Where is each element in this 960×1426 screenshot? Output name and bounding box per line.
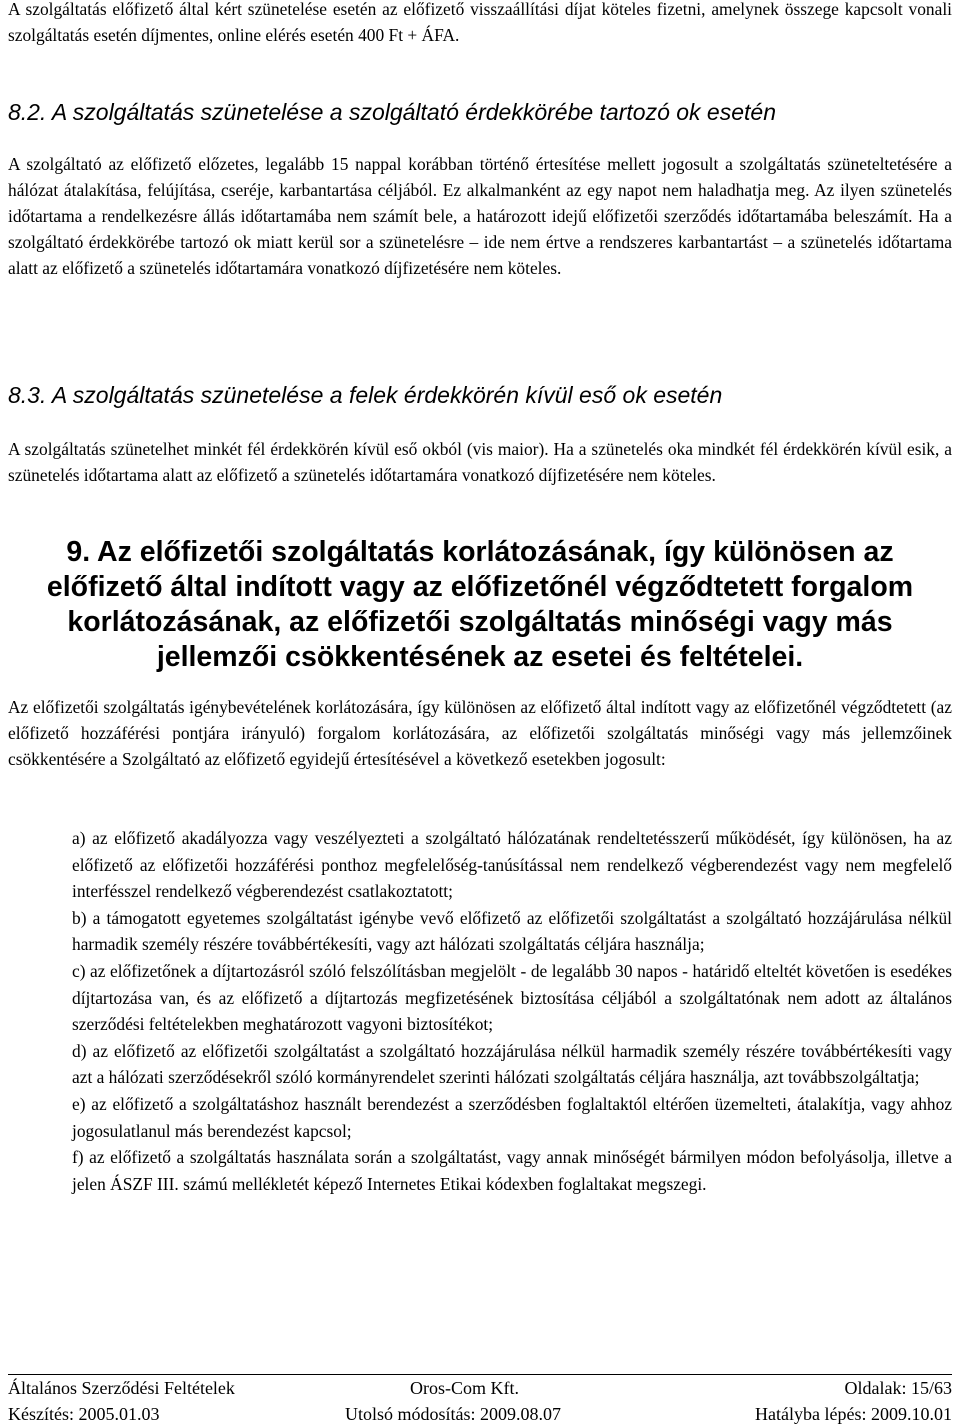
footer-page-count: Oldalak: 15/63 bbox=[844, 1378, 952, 1398]
list-item-a: a) az előfizető akadályozza vagy veszélyezteti a szolgáltató hálózatának rendeltetésszerű működését, így különösen, ha az előfizető az előfizetői hozzáférési ponthoz megfelelőség-tanúsítással nem rendelkező végberendezést vagy nem megfelelő interfésszel rendelkező végberendezést csatlakoztatott; bbox=[72, 828, 952, 902]
list-item-b: b) a támogatott egyetemes szolgáltatást igénybe vevő előfizető az előfizetői szolgáltatást a szolgáltató hozzájárulása nélkül harmadik személy részére továbbértékesíti, vagy azt hálózati szolgáltatás céljára használja; bbox=[72, 907, 952, 955]
intro-paragraph: A szolgáltatás előfizető által kért szünetelése esetén az előfizető visszaállítási díjat köteles fizetni, amelynek összege kapcsolt vonali szolgáltatás esetén díjmentes, online elérés esetén 400 Ft + ÁFA. bbox=[8, 0, 952, 45]
section-8-3-heading: 8.3. A szolgáltatás szünetelése a felek érdekkörén kívül eső ok esetén bbox=[8, 382, 723, 408]
section-8-2-heading: 8.2. A szolgáltatás szünetelése a szolgáltató érdekkörébe tartozó ok esetén bbox=[8, 99, 776, 125]
footer-effective-date: Hatályba lépés: 2009.10.01 bbox=[755, 1404, 952, 1424]
footer-doc-title: Általános Szerződési Feltételek bbox=[8, 1378, 235, 1398]
section-9-heading: 9. Az előfizetői szolgáltatás korlátozásának, így különösen az előfizető által indított vagy az előfizetőnél végződtetett forgalom korlátozásának, az előfizetői szolgáltatás minőségi vagy más jellemzői csökkentésének az esetei és feltételei. bbox=[46, 536, 914, 673]
footer-divider bbox=[8, 1374, 952, 1375]
list-item-c: c) az előfizetőnek a díjtartozásról szóló felszólításban megjelölt - de legalább 30 napos - határidő elteltét követően is esedékes díjtartozása van, és az előfizető a díjtartozás megfizetésének biztosítása céljából a szolgáltatónak nem adott az általános szerződési feltételekben meghatározott vagyoni biztosítékot; bbox=[72, 960, 952, 1035]
footer-created-date: Készítés: 2005.01.03 bbox=[8, 1404, 160, 1424]
footer-modified-date: Utolsó módosítás: 2009.08.07 bbox=[345, 1404, 562, 1424]
list-item-e: e) az előfizető a szolgáltatáshoz használt berendezést a szerződésben foglaltaktól eltérően üzemelteti, átalakítja, vagy ahhoz jogosulatlanul más berendezést kapcsol; bbox=[72, 1093, 952, 1141]
footer-company: Oros-Com Kft. bbox=[410, 1378, 519, 1398]
list-item-f: f) az előfizető a szolgáltatás használata során a szolgáltatást, vagy annak minőségét bármilyen módon befolyásolja, illetve a jelen ÁSZF III. számú mellékletét képező Internetes Etikai kódexben foglaltakat megszegi. bbox=[72, 1147, 952, 1194]
list-item-d: d) az előfizető az előfizetői szolgáltatást a szolgáltató hozzájárulása nélkül harmadik személy részére továbbértékesíti vagy azt a hálózati szerződésekről szóló kormányrendelet szerinti hálózati szolgáltatás céljára használja, azt továbbszolgáltatja; bbox=[72, 1040, 952, 1088]
condition-list bbox=[72, 825, 952, 1197]
section-8-3-body: A szolgáltatás szünetelhet minkét fél érdekkörén kívül eső okból (vis maior). Ha a szünetelés oka mindkét fél érdekkörén kívül esik, a szünetelés időtartama alatt az előfizető a szünetelés időtartamára vonatkozó díjfizetésére nem köteles. bbox=[8, 439, 952, 485]
section-8-2-body: A szolgáltató az előfizető előzetes, legalább 15 nappal korábban történő értesítése mellett jogosult a szolgáltatás szüneteltetésére a hálózat átalakítása, felújítása, cseréje, karbantartása céljából. Ez alkalmanként az egy napot nem haladhatja meg. Az ilyen szünetelés időtartama a rendelkezésre állás időtartamába nem számít bele, a határozott idejű előfizetői szerződés időtartamába beleszámít. Ha a szolgáltató érdekkörébe tartozó ok miatt kerül sor a szünetelésre – ide nem értve a rendszeres karbantartást – a szünetelés időtartama alatt az előfizető a szünetelés időtartamára vonatkozó díjfizetésére nem köteles. bbox=[8, 154, 952, 278]
section-9-body: Az előfizetői szolgáltatás igénybevételének korlátozására, így különösen az előfizető által indított vagy az előfizetőnél végződtetett (az előfizető hozzáférési pontjára irányuló) forgalom korlátozására, az előfizetői szolgáltatás minőségi vagy más jellemzőinek csökkentésére a Szolgáltató az előfizető egyidejű értesítésével a következő esetekben jogosult: bbox=[8, 697, 952, 769]
